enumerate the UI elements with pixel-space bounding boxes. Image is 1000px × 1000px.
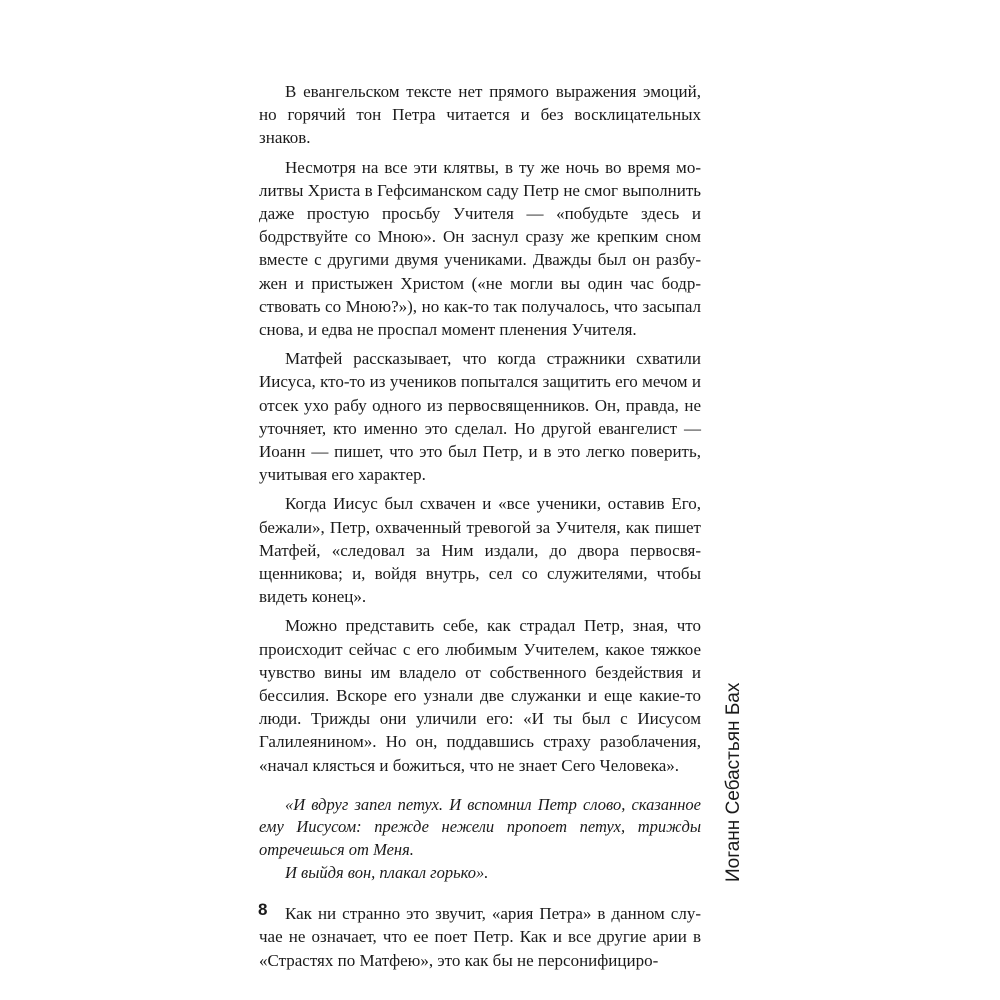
quote-line-1: «И вдруг запел петух. И вспомнил Петр слово, сказанное ему Иисусом: прежде нежели пропоет петух, трижды отречешься от Меня. bbox=[259, 794, 701, 860]
page-number: 8 bbox=[258, 900, 268, 919]
paragraph-4: Когда Иисус был схвачен и «все ученики, оставив Его, бежали», Петр, охваченный тревогой за Учителя, как пишет Матфей, «следовал за Ним издали, до двора первосвященникова; и, войдя внутрь, сел со служителями, чтобы видеть конец». bbox=[259, 494, 701, 607]
paragraph-5: Можно представить себе, как страдал Петр, зная, что происходит сейчас с его любимым Учителем, какое тяжкое чувство вины им владело от собственного бездействия и бессилия. Вскоре его узнали две служанки и еще какие-то люди. Трижды они уличили его: «И ты был с Иисусом Галилеянином». Но он, поддавшись страху разоблачения, «начал клясться и божиться, что не знает Сего Человека». bbox=[259, 616, 701, 775]
running-head: Иоганн Себастьян Бах bbox=[723, 682, 744, 882]
paragraph-3: Матфей рассказывает, что когда стражники схватили Иисуса, кто-то из учеников попытался защитить его мечом и отсек ухо рабу одного из первосвященников. Он, правда, не уточняет, кто именно это сделал. Но другой евангелист — Иоанн — пишет, что это был Петр, и в это легко поверить, учитывая его характер. bbox=[259, 349, 701, 485]
paragraph-2: Несмотря на все эти клятвы, в ту же ночь во время молитвы Христа в Гефсиманском саду Петр не смог выполнить даже простую просьбу Учителя — «побудьте здесь и бодрствуйте со Мною». Он заснул сразу же крепким сном вместе с другими двумя учениками. Дважды был он разбужен и пристыжен Христом («не могли вы один час бодрствовать со Мною?»), но как-то так получалось, что засыпал снова, и едва не проспал момент пленения Учителя. bbox=[259, 157, 701, 340]
closing-paragraph: Как ни странно это звучит, «ария Петра» в данном случае не означает, что ее поет Петр. Как и все другие арии в «Страстях по Матфею», это как бы не персонифициро- bbox=[259, 904, 701, 970]
paragraph-1: В евангельском тексте нет прямого выражения эмоций, но горячий тон Петра читается и без восклицательных знаков. bbox=[259, 82, 701, 148]
scripture-quote bbox=[259, 794, 701, 884]
quote-line-2: И выйдя вон, плакал горько». bbox=[285, 862, 489, 882]
main-text bbox=[259, 80, 701, 972]
